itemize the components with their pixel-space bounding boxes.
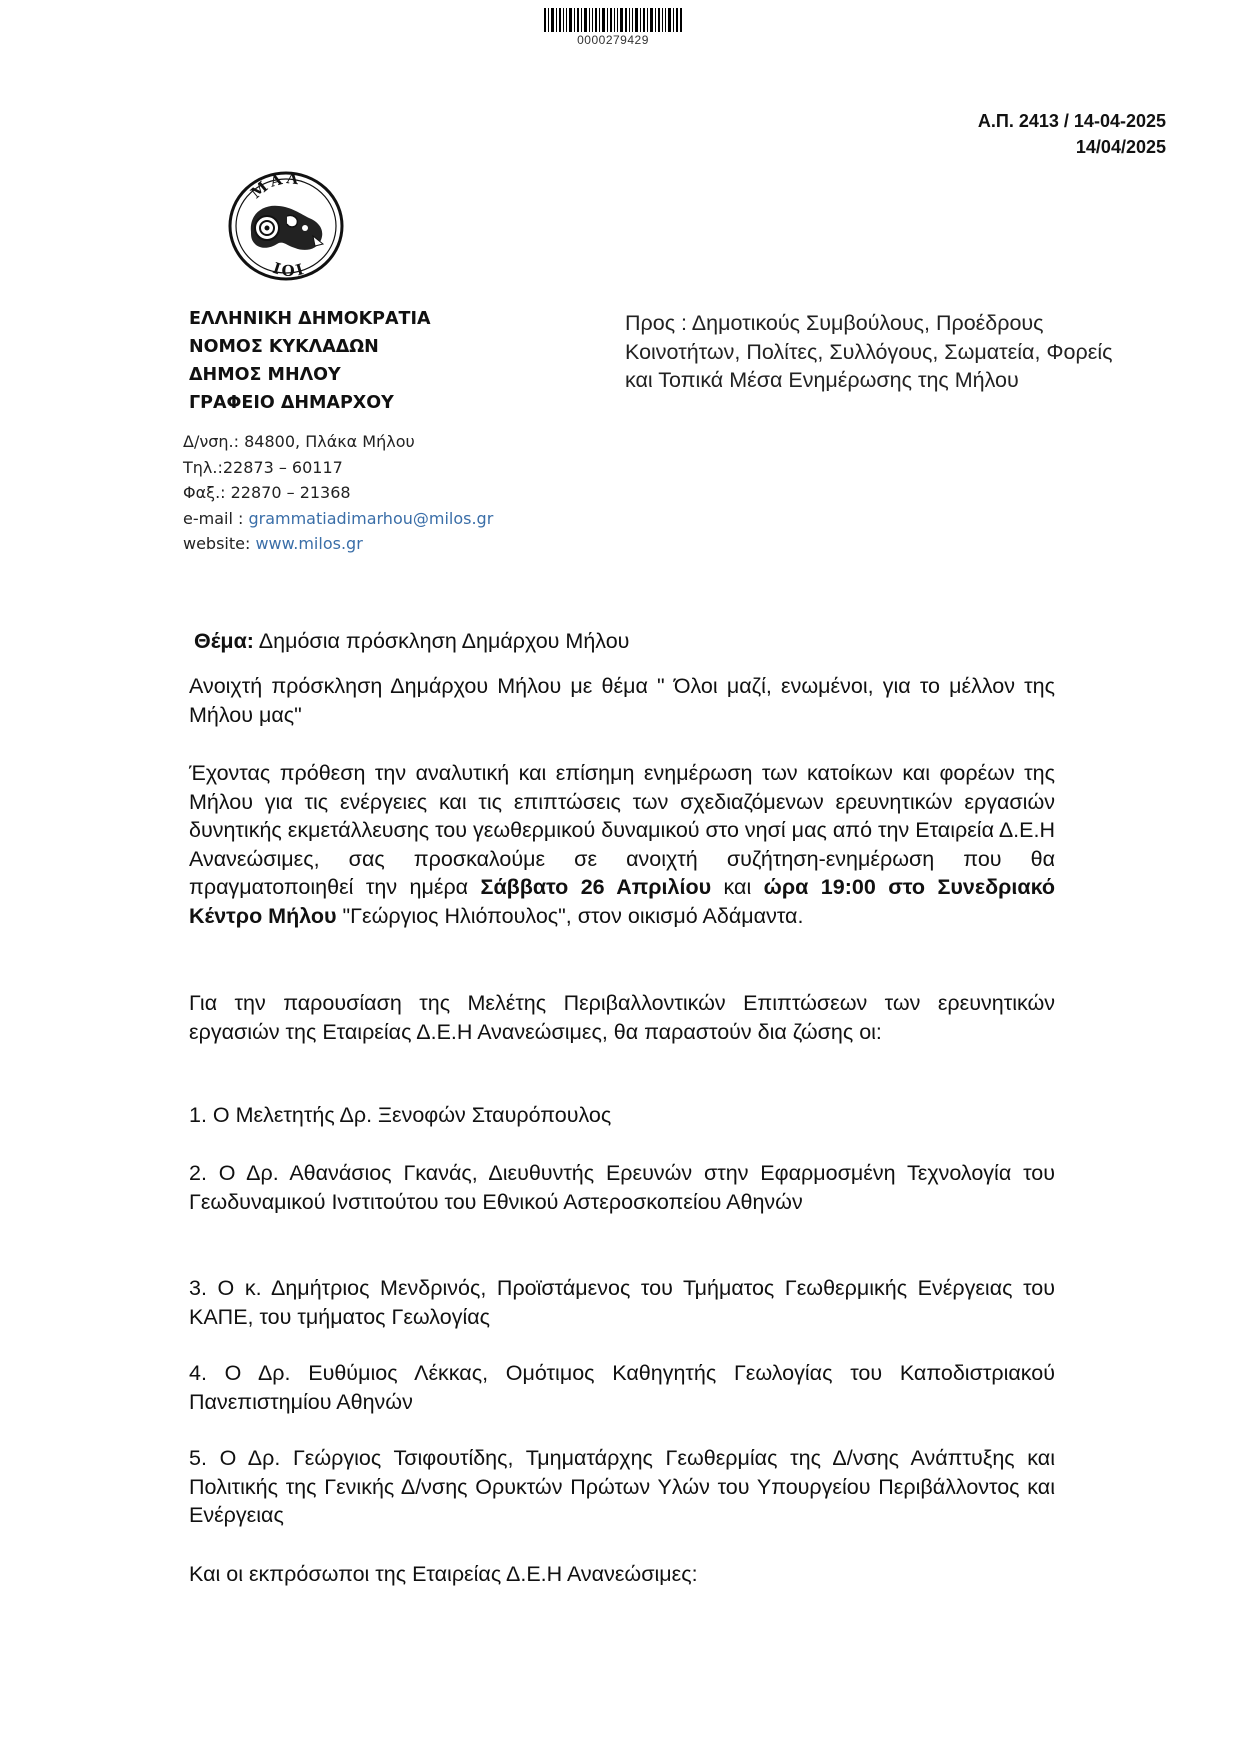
invitation-paragraph <box>189 759 1055 930</box>
subject-line <box>194 629 629 654</box>
protocol-number: Α.Π. 2413 / 14-04-2025 <box>977 111 1166 131</box>
subject-label: Θέμα: <box>194 629 254 653</box>
speaker-item: 5. Ο Δρ. Γεώργιος Τσιφουτίδης, Τμηματάρχης Γεωθερμίας της Δ/νσης Ανάπτυξης και Πολιτικής της Γενικής Δ/νσης Ορυκτών Πρώτων Υλών του Υπουργείου Περιβάλλοντος και Ενέργειας <box>189 1446 1055 1527</box>
contact-email-row <box>183 506 493 532</box>
svg-text:ΙΟΙ <box>271 259 309 280</box>
presentation-paragraph: Για την παρουσίαση της Μελέτης Περιβαλλοντικών Επιπτώσεων των ερευνητικών εργασιών της Εταιρείας Δ.Ε.Η Ανανεώσιμες, θα παραστούν δια ζώσης οι: <box>189 991 1055 1044</box>
invitation-text-c: "Γεώργιος Ηλιόπουλος", στον οικισμό Αδάμαντα. <box>336 903 804 928</box>
contact-email-label: e-mail : <box>183 508 249 528</box>
closing-line: Και οι εκπρόσωποι της Εταιρείας Δ.Ε.Η Ανανεώσιμες: <box>189 1562 698 1586</box>
contact-fax: Φαξ.: 22870 – 21368 <box>183 483 351 502</box>
contact-info <box>183 429 493 557</box>
contact-phone: Τηλ.:22873 – 60117 <box>183 457 343 477</box>
contact-website-link[interactable]: www.milos.gr <box>255 534 363 553</box>
speaker-item: 4. Ο Δρ. Ευθύμιος Λέκκας, Ομότιμος Καθηγητής Γεωλογίας του Καποδιστριακού Πανεπιστημίου Αθηνών <box>189 1361 1055 1414</box>
authority-municipality: ΔΗΜΟΣ ΜΗΛΟΥ <box>189 365 341 385</box>
protocol-date: 14/04/2025 <box>1075 137 1166 157</box>
authority-country: ΕΛΛΗΝΙΚΗ ΔΗΜΟΚΡΑΤΙΑ <box>189 309 431 329</box>
emblem-inscription-bottom: ΙΟΙ <box>270 258 309 281</box>
event-time-venue: ώρα 19:00 στο Συνεδριακό Κέντρο Μήλου <box>189 875 1056 928</box>
invitation-text-a: Έχοντας πρόθεση την αναλυτική και επίσημη ενημέρωση των κατοίκων και φορέων της Μήλου για τις ενέργειες και τις επιπτώσεις των σχεδιαζόμενων ερευνητικών εργασιών δυνητικής εκμετάλλευσης του γεωθερμικού δυναμικού στο νησί μας από την Εταιρεία Δ.Ε.Η Ανανεώσιμες, σας προσκαλούμε σε ανοιχτή συζήτηση-ενημέρωση που θα πραγματοποιηθεί την ημέρα <box>189 761 1055 899</box>
recipients-line-3: και Τοπικά Μέσα Ενημέρωσης της Μήλου <box>625 368 1019 392</box>
milos-coin-emblem-icon <box>227 170 345 282</box>
invitation-text-b: και <box>711 875 764 899</box>
contact-website-row <box>183 531 493 557</box>
emblem-inscription-top: ΜΑΛ <box>247 170 303 203</box>
contact-website-label: website: <box>183 534 256 553</box>
barcode-number: 0000279429 <box>577 33 649 47</box>
authority-office: ΓΡΑΦΕΙΟ ΔΗΜΑΡΧΟΥ <box>189 393 394 413</box>
subject-text: Δημόσια πρόσκληση Δημάρχου Μήλου <box>258 629 630 653</box>
recipients-line-2: Κοινοτήτων, Πολίτες, Συλλόγους, Σωματεία, Φορείς <box>625 339 1113 364</box>
speaker-item: 2. Ο Δρ. Αθανάσιος Γκανάς, Διευθυντής Ερευνών στην Εφαρμοσμένη Τεχνολογία του Γεωδυναμικού Ινστιτούτου του Εθνικού Αστεροσκοπείου Αθηνών <box>189 1161 1055 1214</box>
speaker-item: 1. Ο Μελετητής Δρ. Ξενοφών Σταυρόπουλος <box>189 1103 612 1127</box>
speaker-item: 3. Ο κ. Δημήτριος Μενδρινός, Προϊστάμενος του Τμήματος Γεωθερμικής Ενέργειας του ΚΑΠΕ, του τμήματος Γεωλογίας <box>189 1276 1055 1329</box>
issuing-authority <box>189 305 431 417</box>
authority-prefecture: ΝΟΜΟΣ ΚΥΚΛΑΔΩΝ <box>189 337 379 357</box>
contact-email-link[interactable]: grammatiadimarhou@milos.gr <box>248 508 494 528</box>
protocol-block <box>978 108 1166 160</box>
barcode <box>544 8 682 32</box>
recipients <box>625 309 1205 395</box>
intro-paragraph: Ανοιχτή πρόσκληση Δημάρχου Μήλου με θέμα " Όλοι μαζί, ενωμένοι, για το μέλλον της Μήλου μας" <box>189 674 1055 727</box>
recipients-line-1: Προς : Δημοτικούς Συμβούλους, Προέδρους <box>625 311 1044 335</box>
event-date: Σάββατο 26 Απριλίου <box>480 875 712 899</box>
contact-address: Δ/νση.: 84800, Πλάκα Μήλου <box>183 432 415 451</box>
